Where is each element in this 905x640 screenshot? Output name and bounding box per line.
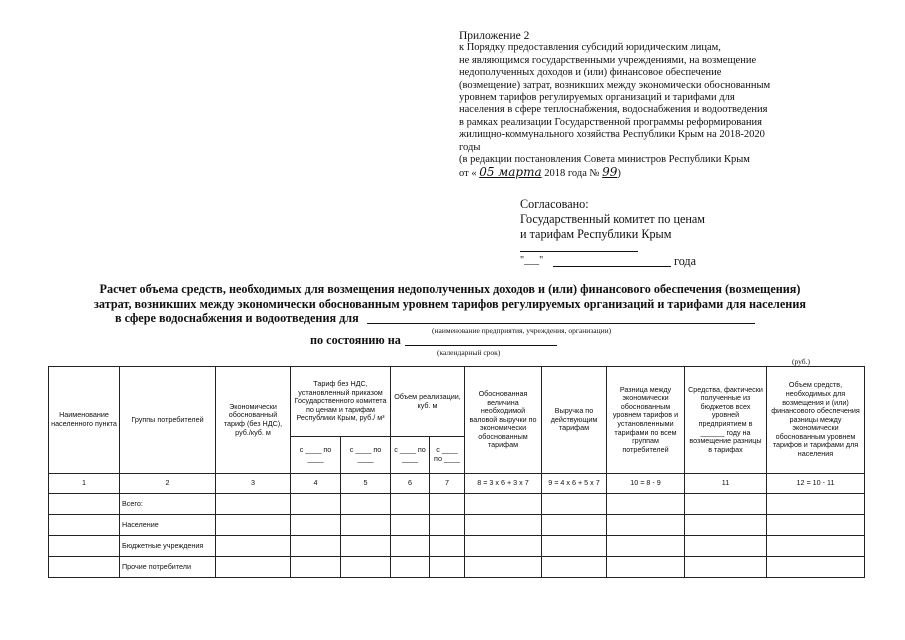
col-number: 10 = 8 - 9 — [607, 474, 685, 494]
annex-line: годы — [459, 141, 481, 153]
agreement-block — [520, 197, 705, 242]
annex-line: к Порядку предоставления субсидий юридическим лицам, — [459, 42, 721, 54]
col-number: 9 = 4 x 6 + 5 x 7 — [542, 474, 607, 494]
period-caption: (календарный срок) — [437, 348, 501, 357]
agreement-org-line1: Государственный комитет по ценам — [520, 212, 706, 226]
date-prefix: от « — [459, 168, 477, 180]
table-row — [49, 515, 865, 536]
col-number: 12 = 10 - 11 — [767, 474, 865, 494]
annex-line: жилищно-коммунального хозяйства Республики Крым на 2018-2020 — [459, 129, 765, 141]
row-label: Население — [120, 515, 216, 536]
col-number: 11 — [685, 474, 767, 494]
annex-line: уровнем тарифов регулируемых организаций и тарифами для — [459, 92, 735, 104]
header-gross-revenue: Обоснованная величина необходимой валовой выручки по экономически обоснованным тарифам — [465, 367, 542, 474]
header-current-revenue: Выручка по действующим тарифам — [542, 367, 607, 474]
header-budget-funds: Средства, фактически полученные из бюджетов всех уровней предприятием в ______ году на возмещение разницы в тарифах — [685, 367, 767, 474]
agreement-date-line — [553, 266, 671, 267]
number-handwritten: 99 — [602, 165, 618, 180]
col-number: 4 — [291, 474, 341, 494]
header-settlement: Наименование населенного пункта — [49, 367, 120, 474]
table-row — [49, 557, 865, 578]
table-row — [49, 494, 865, 515]
row-label: Всего: — [120, 494, 216, 515]
header-required-funds: Объем средств, необходимых для возмещения и (или) финансового обеспечения разницы между экономически обоснованным уровнем тарифов и тарифами для населения — [767, 367, 865, 474]
row-label: Прочие потребители — [120, 557, 216, 578]
calculation-table — [48, 366, 865, 578]
header-sales-volume: Объем реализации, куб. м — [391, 367, 465, 437]
header-economic-tariff: Экономически обоснованный тариф (без НДС), руб./куб. м — [216, 367, 291, 474]
table-row — [49, 536, 865, 557]
annex-line: (в редакции постановления Совета министров Республики Крым — [459, 154, 750, 166]
date-mid: 2018 года № — [544, 168, 600, 180]
col-number: 3 — [216, 474, 291, 494]
org-name-line — [367, 323, 755, 324]
col-number: 1 — [49, 474, 120, 494]
title-line2: затрат, возникших между экономически обоснованным уровнем тарифов регулируемых организаций и тарифами для населения — [94, 296, 806, 311]
annex-date-line: от « 05 марта 2018 года № 99) — [459, 165, 621, 180]
col-number: 2 — [120, 474, 216, 494]
annex-line: (возмещение) затрат, возникших между экономически обоснованным — [459, 79, 771, 91]
annex-line: населения в сфере теплоснабжения, водоснабжения и водоотведения — [459, 104, 768, 116]
col-number: 5 — [341, 474, 391, 494]
header-period: с ____ по ____ — [430, 437, 465, 474]
agreement-org-line2: и тарифам Республики Крым — [520, 227, 672, 241]
annex-title: Приложение 2 — [459, 30, 530, 42]
col-number: 8 = 3 x 6 + 3 x 7 — [465, 474, 542, 494]
header-period: с ____ по ____ — [291, 437, 341, 474]
row-label: Бюджетные учреждения — [120, 536, 216, 557]
annex-line: в рамках реализации Государственной программы реформирования — [459, 116, 762, 128]
title-line1: Расчет объема средств, необходимых для возмещения недополученных доходов и (или) финансового обеспечения (возмещения) — [99, 282, 801, 296]
date-handwritten: 05 марта — [479, 165, 542, 180]
title-line3: в сфере водоснабжения и водоотведения для — [115, 311, 359, 325]
annex-block — [459, 30, 819, 181]
col-number: 7 — [430, 474, 465, 494]
org-caption: (наименование предприятия, учреждения, организации) — [432, 326, 612, 335]
unit-label: (руб.) — [792, 357, 810, 366]
annex-line: не являющимся государственными учреждениями, на возмещение — [459, 54, 757, 66]
agreement-label: Согласовано: — [520, 197, 589, 211]
agreement-year-word: года — [674, 254, 697, 268]
signature-line — [520, 251, 638, 252]
document-title — [35, 282, 865, 311]
header-consumer-groups: Группы потребителей — [120, 367, 216, 474]
agreement-date-quote: "___" — [520, 255, 544, 266]
header-difference: Разница между экономически обоснованным уровнем тарифов и установленными тарифами по всем группам потребителей — [607, 367, 685, 474]
annex-line: недополученных доходов и (или) финансовое обеспечение — [459, 67, 722, 79]
header-approved-tariff: Тариф без НДС, установленный приказом Государственного комитета по ценам и тарифам Республики Крым, руб./ м³ — [291, 367, 391, 437]
header-period: с ____ по ____ — [341, 437, 391, 474]
header-period: с ____ по ____ — [391, 437, 430, 474]
state-label: по состоянию на — [310, 333, 401, 347]
state-date-line — [405, 345, 557, 346]
col-number: 6 — [391, 474, 430, 494]
